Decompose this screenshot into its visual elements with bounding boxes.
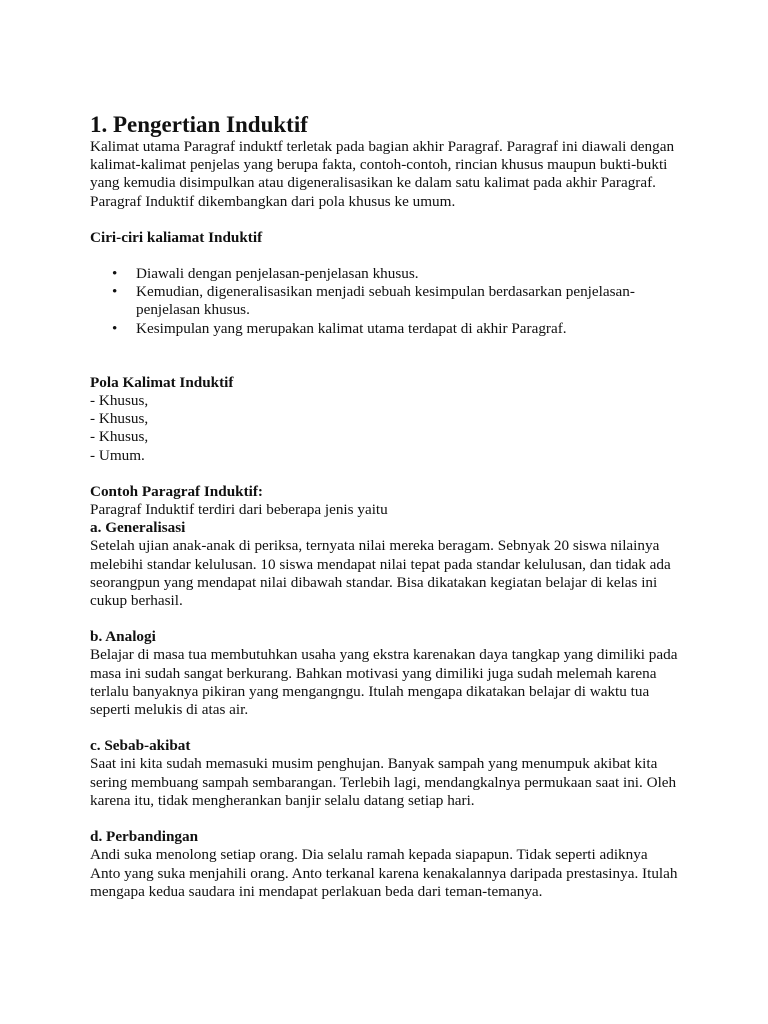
section-line: sering membuang sampah sembarangan. Terlebih lagi, mendangkalnya permukaan saat ini. Oleh <box>90 773 677 791</box>
intro-paragraph <box>90 138 690 211</box>
document-page <box>90 111 690 901</box>
pola-item: - Khusus, <box>90 392 149 410</box>
pola-item: - Khusus, <box>90 428 149 446</box>
intro-line: Paragraf Induktif dikembangkan dari pola khusus ke umum. <box>90 192 456 210</box>
section-line: Andi suka menolong setiap orang. Dia selalu ramah kepada siapapun. Tidak seperti adiknya <box>90 846 648 864</box>
section-line: cukup berhasil. <box>90 592 183 610</box>
spacer <box>90 810 690 828</box>
spacer <box>90 211 690 229</box>
contoh-intro: Paragraf Induktif terdiri dari beberapa jenis yaitu <box>90 501 388 519</box>
list-item-text: penjelasan khusus. <box>136 301 250 319</box>
spacer <box>90 247 690 265</box>
list-item-text: Diawali dengan penjelasan-penjelasan khusus. <box>136 265 419 283</box>
section-heading-perbandingan: d. Perbandingan <box>90 828 199 846</box>
section-line: seorangpun yang mendapat nilai dibawah standar. Bisa dikatakan kegiatan belajar di kelas ini <box>90 573 658 591</box>
spacer <box>90 338 690 374</box>
contoh-heading: Contoh Paragraf Induktif: <box>90 482 263 500</box>
list-item <box>90 283 690 319</box>
ciri-list <box>90 265 690 338</box>
section-body-perbandingan <box>90 846 690 901</box>
pola-item: - Umum. <box>90 446 145 464</box>
section-heading-sebab-akibat: c. Sebab-akibat <box>90 737 191 755</box>
section-line: karena itu, tidak mengherankan banjir selalu datang setiap hari. <box>90 791 475 809</box>
intro-line: Kalimat utama Paragraf induktf terletak pada bagian akhir Paragraf. Paragraf ini diawali dengan <box>90 138 675 155</box>
section-line: mengapa kedua saudara ini mendapat perlakuan beda dari teman-temanya. <box>90 882 543 900</box>
section-heading-analogi: b. Analogi <box>90 628 156 646</box>
section-line: Setelah ujian anak-anak di periksa, ternyata nilai mereka beragam. Sebnyak 20 siswa nilainya <box>90 537 660 555</box>
pola-heading: Pola Kalimat Induktif <box>90 373 234 391</box>
section-line: Saat ini kita sudah memasuki musim penghujan. Banyak sampah yang menumpuk akibat kita <box>90 755 658 773</box>
intro-line: yang kemudia disimpulkan atau digeneralisasikan ke dalam satu kalimat pada akhir Paragraf. <box>90 174 656 192</box>
bullet-icon: • <box>112 319 118 337</box>
spacer <box>90 719 690 737</box>
section-body-analogi <box>90 646 690 719</box>
section-body-sebab-akibat <box>90 755 690 810</box>
section-line: seperti melukis di atas air. <box>90 701 249 719</box>
pola-item: - Khusus, <box>90 410 149 428</box>
bullet-icon: • <box>112 265 118 283</box>
spacer <box>90 465 690 483</box>
section-body-generalisasi <box>90 537 690 610</box>
bullet-icon: • <box>112 283 118 301</box>
section-heading-generalisasi: a. Generalisasi <box>90 519 186 537</box>
page-title: 1. Pengertian Induktif <box>90 112 308 137</box>
list-item-text: Kemudian, digeneralisasikan menjadi sebuah kesimpulan berdasarkan penjelasan- <box>136 283 635 301</box>
section-line: terlalu banyaknya pikiran yang mengangngu. Itulah mengapa dikatakan belajar di waktu tua <box>90 682 650 700</box>
section-line: melebihi standar kelulusan. 10 siswa mendapat nilai tepat pada standar kelulusan, dan tidak ada <box>90 555 671 573</box>
list-item <box>90 265 690 283</box>
pola-list <box>90 392 690 465</box>
section-line: masa ini sudah sangat berkurang. Bahkan motivasi yang dimiliki juga sudah melemah karena <box>90 664 657 682</box>
list-item-text: Kesimpulan yang merupakan kalimat utama terdapat di akhir Paragraf. <box>136 319 567 337</box>
ciri-heading: Ciri-ciri kaliamat Induktif <box>90 228 263 246</box>
spacer <box>90 610 690 628</box>
section-line: Anto yang suka menjahili orang. Anto terkanal karena kenakalannya daripada prestasinya. Itulah <box>90 864 678 882</box>
list-item <box>90 320 690 338</box>
section-line: Belajar di masa tua membutuhkan usaha yang ekstra karenakan daya tangkap yang dimiliki pada <box>90 646 678 664</box>
intro-line: kalimat-kalimat penjelas yang berupa fakta, contoh-contoh, rincian khusus maupun bukti-bukti <box>90 156 668 174</box>
